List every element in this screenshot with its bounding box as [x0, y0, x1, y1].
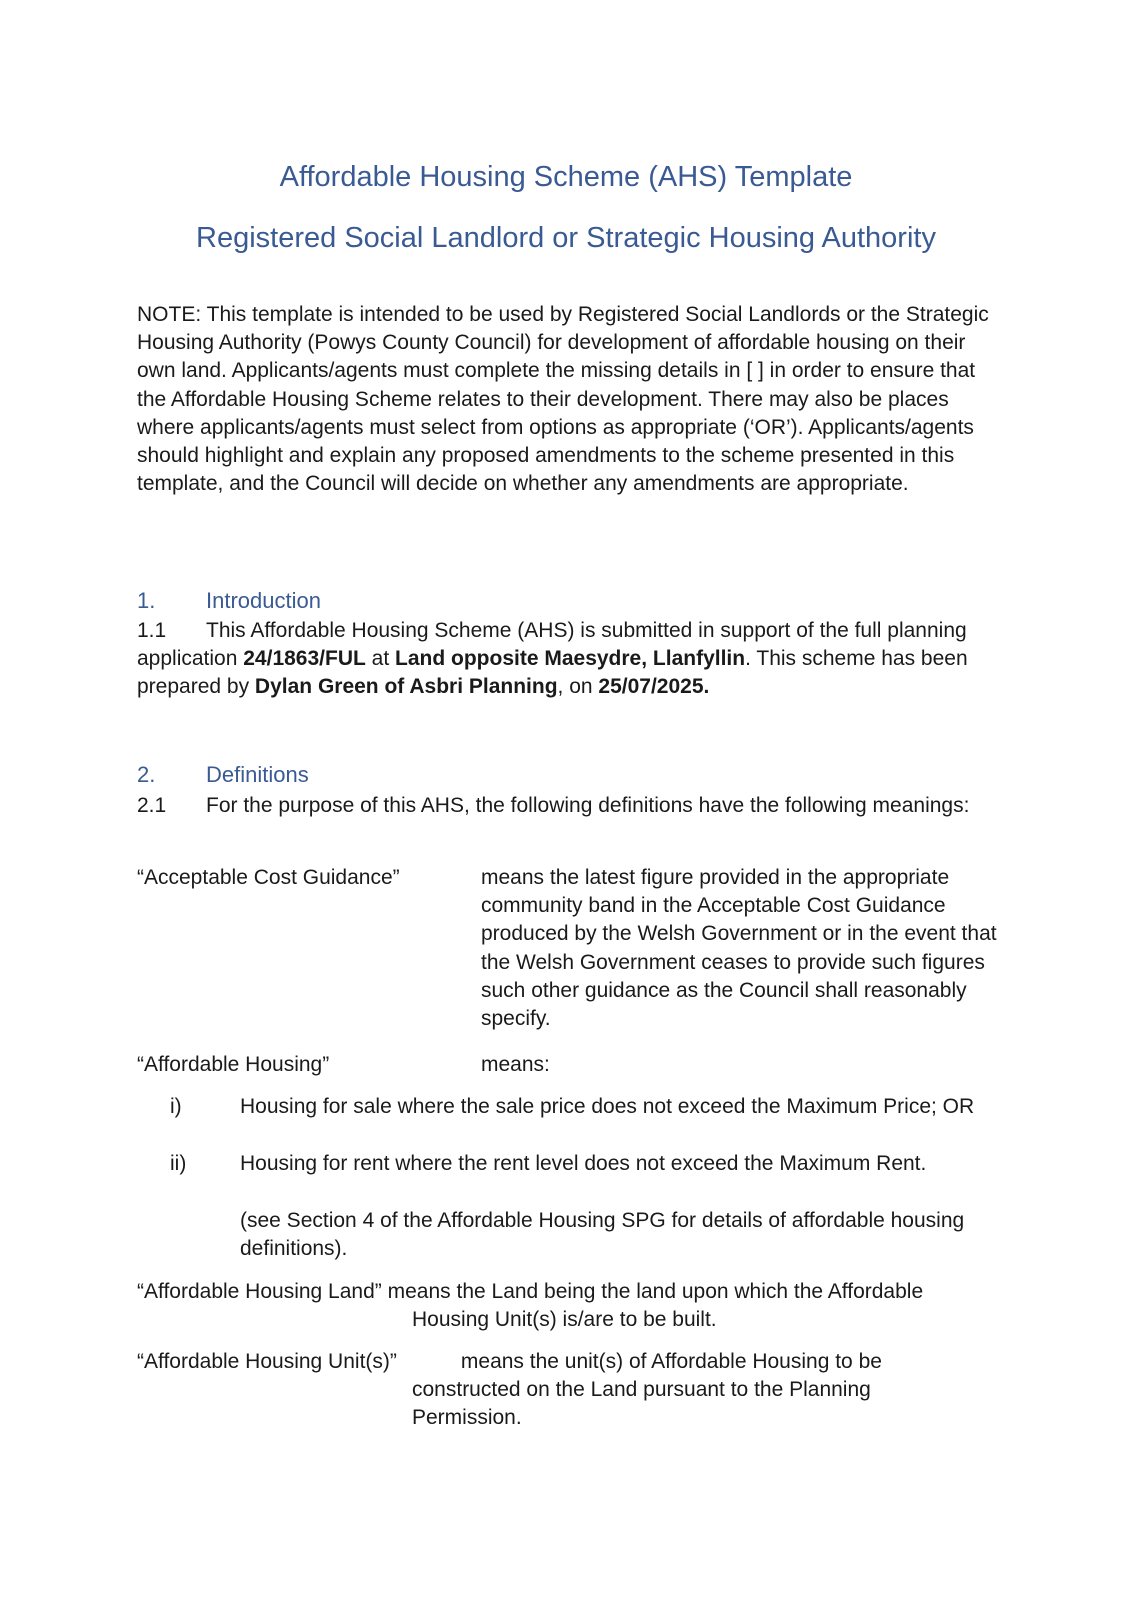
- definition-affordable-housing-units: [137, 1348, 997, 1433]
- definition-meaning-continued: constructed on the Land pursuant to the Planning Permission.: [412, 1378, 871, 1430]
- section-heading-definitions: [137, 761, 309, 789]
- preparer-name: Dylan Green of Asbri Planning: [254, 675, 558, 699]
- application-reference: 24/1863/FUL: [243, 647, 366, 671]
- section-number: 2.: [137, 762, 156, 787]
- definition-term: “Affordable Housing Unit(s)”: [137, 1350, 397, 1373]
- paragraph-number: 1.1: [137, 619, 167, 642]
- list-item-text: Housing for sale where the sale price does not exceed the Maximum Price; OR: [240, 1095, 975, 1118]
- section-title: Introduction: [206, 588, 321, 613]
- list-item-text: Housing for rent where the rent level does not exceed the Maximum Rent.: [240, 1152, 927, 1175]
- definition-meaning: means the unit(s) of Affordable Housing to be: [460, 1350, 882, 1373]
- definition-meaning-continued: Housing Unit(s) is/are to be built.: [412, 1308, 717, 1332]
- list-item-number: ii): [170, 1152, 187, 1175]
- section-number: 1.: [137, 588, 156, 613]
- paragraph-2-1: [137, 792, 997, 820]
- list-item-number: i): [170, 1095, 182, 1118]
- section-title: Definitions: [206, 762, 309, 787]
- definition-meaning: means the Land being the land upon which the Affordable: [381, 1280, 924, 1303]
- site-address: Land opposite Maesydre, Llanfyllin: [395, 647, 746, 671]
- definition-term: “Affordable Housing”: [137, 1053, 330, 1076]
- section-heading-introduction: [137, 587, 321, 615]
- document-title: Affordable Housing Scheme (AHS) Template: [279, 161, 853, 193]
- paragraph-text: , on: [557, 675, 599, 699]
- document-subtitle: Registered Social Landlord or Strategic Housing Authority: [196, 222, 936, 254]
- definition-term: “Acceptable Cost Guidance”: [137, 866, 400, 889]
- paragraph-text: at: [365, 647, 396, 671]
- paragraph-number: 2.1: [137, 794, 167, 817]
- definition-meaning: means:: [481, 1053, 550, 1076]
- definition-term: “Affordable Housing Land”: [137, 1280, 382, 1303]
- definition-meaning: means the latest figure provided in the appropriate community band in the Acceptable Cost Guidance produced by the Welsh Government or in the event that the Welsh Government ceases to provide such figures such other guidance as the Council shall reasonably specify.: [481, 866, 997, 1031]
- paragraph-1-1: [137, 617, 997, 702]
- paragraph-text: . This scheme has been prepared by: [137, 647, 968, 699]
- definition-affordable-housing-land: [137, 1278, 997, 1334]
- paragraph-text: For the purpose of this AHS, the following definitions have the following meanings:: [206, 794, 970, 817]
- definition-note: (see Section 4 of the Affordable Housing SPG for details of affordable housing definitions).: [240, 1209, 965, 1261]
- prepared-date: 25/07/2025.: [598, 675, 710, 699]
- template-note: NOTE: This template is intended to be used by Registered Social Landlords or the Strategic Housing Authority (Powys County Council) for development of affordable housing on their own land. Applicants/agents must complete the missing details in [ ] in order to ensure that the Affordable Housing Scheme relates to their development. There may also be places where applicants/agents must select from options as appropriate (‘OR’). Applicants/agents should highlight and explain any proposed amendments to the scheme presented in this template, and the Council will decide on whether any amendments are appropriate.: [137, 303, 989, 496]
- paragraph-text: This Affordable Housing Scheme (AHS) is submitted in support of the full planning application: [137, 619, 967, 671]
